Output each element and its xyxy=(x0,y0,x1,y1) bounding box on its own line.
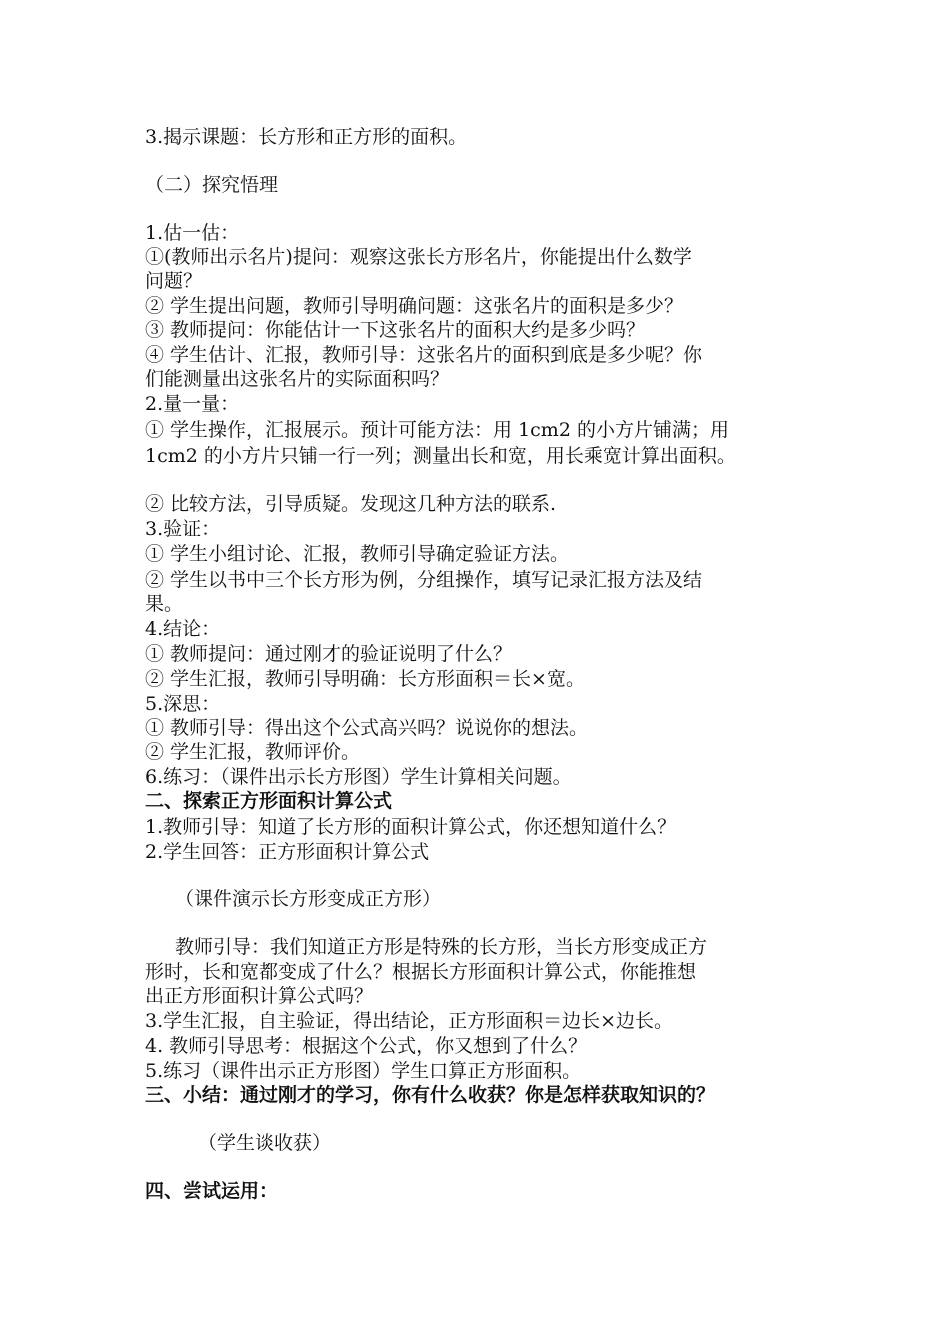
text-line: 4.结论： xyxy=(145,618,221,640)
text-line: 3.验证： xyxy=(145,518,221,540)
text-line: ② 比较方法，引导质疑。发现这几种方法的联系. xyxy=(145,493,557,515)
text-line: 问题？ xyxy=(145,270,203,292)
text-line: 4. 教师引导思考：根据这个公式，你又想到了什么？ xyxy=(145,1035,588,1057)
text-line: ④ 学生估计、汇报，教师引导：这张名片的面积到底是多少呢？你 xyxy=(145,344,703,366)
section-heading: 四、尝试运用： xyxy=(145,1180,279,1202)
text-line: 1.估一估： xyxy=(145,222,240,244)
text-line: ①(教师出示名片)提问：观察这张长方形名片，你能提出什么数学 xyxy=(145,246,692,268)
section-heading: （二）探究悟理 xyxy=(145,174,279,196)
text-line: ① 学生操作，汇报展示。预计可能方法：用 1cm2 的小方片铺满；用 xyxy=(145,419,729,441)
text-line: ③ 教师提问：你能估计一下这张名片的面积大约是多少吗？ xyxy=(145,319,646,341)
text-line: 3.揭示课题：长方形和正方形的面积。 xyxy=(145,126,468,148)
text-line: ② 学生以书中三个长方形为例，分组操作，填写记录汇报方法及结 xyxy=(145,569,703,591)
text-line: 1cm2 的小方片只铺一行一列；测量出长和宽，用长乘宽计算出面积。 xyxy=(145,445,736,467)
text-line: （课件演示长方形变成正方形） xyxy=(175,888,442,910)
text-line: ① 教师引导：得出这个公式高兴吗？说说你的想法。 xyxy=(145,717,589,739)
text-line: 5.深思： xyxy=(145,693,221,715)
text-line: （学生谈收获） xyxy=(198,1132,332,1154)
text-line: ① 学生小组讨论、汇报，教师引导确定验证方法。 xyxy=(145,543,570,565)
text-line: ② 学生汇报，教师引导明确：长方形面积＝长×宽。 xyxy=(145,668,585,690)
section-heading: 三、小结：通过刚才的学习，你有什么收获？你是怎样获取知识的？ xyxy=(145,1084,716,1106)
text-line: 3.学生汇报，自主验证，得出结论，正方形面积＝边长×边长。 xyxy=(145,1010,674,1032)
text-line: 5.练习（课件出示正方形图）学生口算正方形面积。 xyxy=(145,1060,582,1082)
text-line: 2.量一量： xyxy=(145,393,240,415)
text-line: ② 学生汇报，教师评价。 xyxy=(145,741,361,763)
text-line: 2.学生回答：正方形面积计算公式 xyxy=(145,841,430,863)
text-line: ② 学生提出问题，教师引导明确问题：这张名片的面积是多少？ xyxy=(145,295,684,317)
text-line: 们能测量出这张名片的实际面积吗？ xyxy=(145,368,450,390)
text-line: 出正方形面积计算公式吗？ xyxy=(145,985,374,1007)
text-line: 教师引导：我们知道正方形是特殊的长方形，当长方形变成正方 xyxy=(175,936,708,958)
text-line: ① 教师提问：通过刚才的验证说明了什么？ xyxy=(145,643,513,665)
section-heading: 二、探索正方形面积计算公式 xyxy=(145,790,393,812)
text-line: 果。 xyxy=(145,593,184,615)
text-line: 形时，长和宽都变成了什么？根据长方形面积计算公式，你能推想 xyxy=(145,961,697,983)
text-line: 1.教师引导：知道了长方形的面积计算公式，你还想知道什么？ xyxy=(145,816,677,838)
text-line: 6.练习：（课件出示长方形图）学生计算相关问题。 xyxy=(145,766,572,788)
